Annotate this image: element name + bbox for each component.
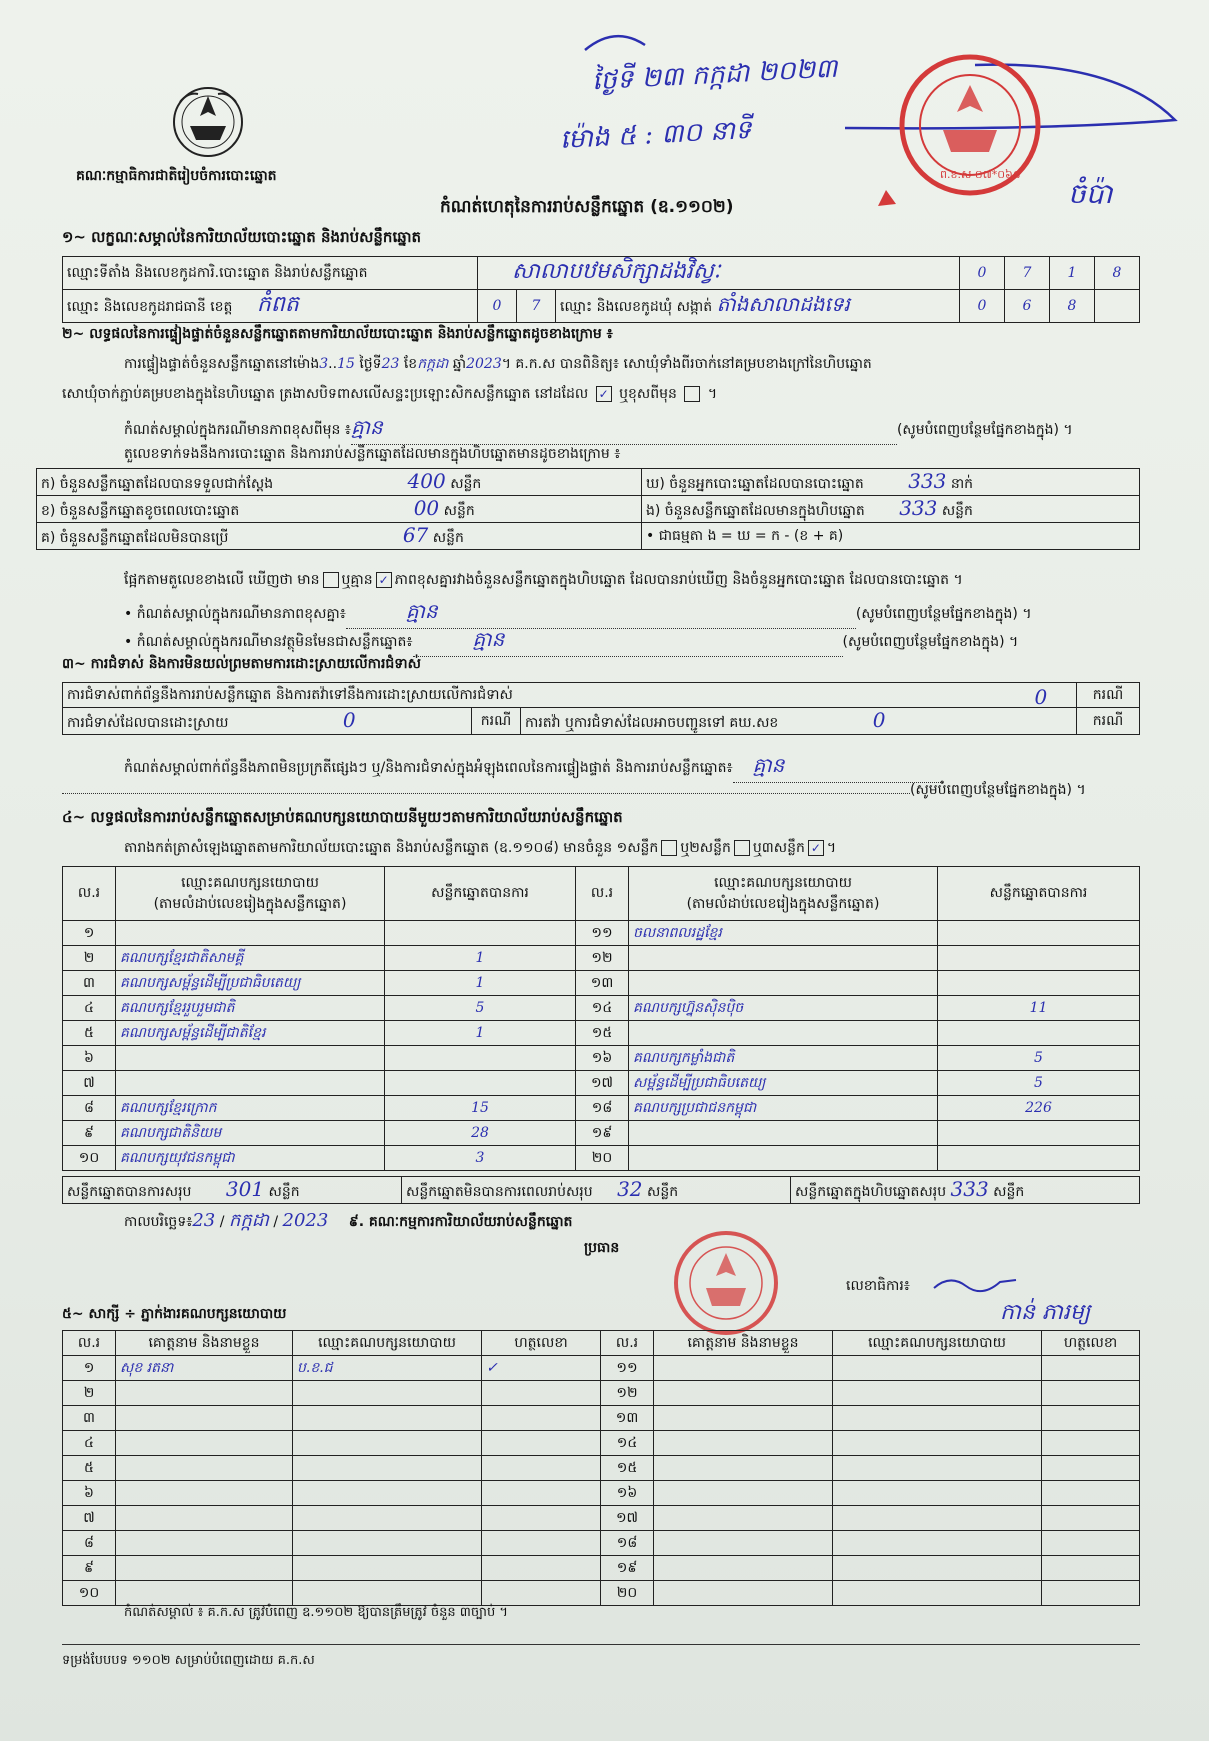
spoiled-ballots-row: ខ) ចំនួនសន្លឹកឆ្នោតខូចពេលបោះឆ្នោត 00 សន្លឹក (37, 496, 642, 523)
province-label: ឈ្មោះ និងលេខកូដរាជធានី ខេត្ត កំពត (63, 290, 478, 323)
one-sheet-checkbox[interactable] (661, 840, 677, 856)
commune-label: ឈ្មោះ និងលេខកូដឃុំ សង្កាត់ (560, 299, 713, 315)
two-sheet-checkbox[interactable] (734, 840, 750, 856)
table-row: ១០ ២០ (63, 1581, 1140, 1606)
committee-stamp-icon (666, 1228, 786, 1338)
total-in-box: សន្លឹកឆ្នោតក្នុងហិបឆ្នោតសរុប 333 សន្លឹក (791, 1177, 1140, 1204)
col-no: ល.រ (601, 1331, 654, 1356)
table-row: ៧ ១៧ សម្ព័ន្ធដើម្បីប្រជាធិបតេយ្យ 5 (63, 1071, 1140, 1096)
org-name: គណៈកម្មាធិការជាតិរៀបចំការបោះឆ្នោត (76, 168, 277, 184)
chairman-label: ប្រធាន (584, 1240, 620, 1256)
commune-value: តាំងសាលាដងទេរ (716, 292, 850, 316)
section5-heading: ៥~ សាក្សី ÷ ភ្នាក់ងារគណបក្សនយោបាយ (62, 1306, 287, 1322)
formula: • ជាធម្មតា ង = ឃ = ក - (ខ + គ) (642, 523, 1140, 550)
complaints-row-1: ការជំទាស់ពាក់ព័ន្ធនឹងការរាប់សន្លឹកឆ្នោត និងការតវ៉ាទៅនឹងការដោះស្រាយលើការជំទាស់ 0 (63, 683, 1077, 708)
divider (62, 1644, 1140, 1645)
province-code-digit: 7 (517, 290, 556, 323)
col-sign: ហត្ថលេខា (482, 1331, 601, 1356)
code-digit: 8 (1095, 257, 1140, 290)
section3-heading: ៣~ ការជំទាស់ និងការមិនយល់ព្រមតាមការដោះស្រាយលើការជំទាស់ (62, 656, 421, 672)
unit-case: ករណី (472, 708, 521, 735)
unit-case: ករណី (1077, 683, 1140, 708)
remark-line-2: • កំណត់សម្គាល់ក្នុងករណីមានភាពខុសគ្នា៖ គ្មាន (សូមបំពេញបន្ថែមផ្នែកខាងក្នុង) ។ (124, 598, 1032, 629)
table-row: ៨ ១៨ (63, 1531, 1140, 1556)
table-row: ៦ ១៦ គណបក្សកម្លាំងជាតិ 5 (63, 1046, 1140, 1071)
witness-table (62, 1330, 1140, 1606)
results-table (62, 866, 1140, 1171)
no-difference-checkbox[interactable]: ✓ (376, 572, 392, 588)
box-ballots-row: ង) ចំនួនសន្លឹកឆ្នោតដែលមានក្នុងហិបឆ្នោត 333 សន្លឹក (642, 496, 1140, 523)
figures-table (36, 468, 1140, 550)
compare-line: ផ្អែកតាមតួលេខខាងលើ ឃើញថា មាន ឬគ្មាន ✓ ភាពខុសគ្នារវាងចំនួនសន្លឹកឆ្នោតក្នុងហិបឆ្នោត ដែលបានរាប់ឃើញ និងចំនួនអ្នកបោះឆ្នោត ដែលបានបោះឆ្នោត ។ (124, 572, 963, 588)
table-row: ៥ ១៥ (63, 1456, 1140, 1481)
red-mark-icon (876, 186, 906, 210)
col-party: ឈ្មោះគណបក្សនយោបាយ (តាមលំដាប់លេខរៀងក្នុងសន្លឹកឆ្នោត) (116, 867, 385, 921)
unused-ballots-row: គ) ចំនួនសន្លឹកឆ្នោតដែលមិនបានប្រើ 67 សន្លឹក (37, 523, 642, 550)
table-row: ៧ ១៧ (63, 1506, 1140, 1531)
table-row: ១០ គណបក្សយុវជនកម្ពុជា 3 ២០ (63, 1146, 1140, 1171)
location-name-value: សាលាបឋមសិក្សាដងវិស្វៈ (478, 257, 960, 290)
verification-line-2: សោឃុំចាក់ភ្ជាប់គម្របខាងក្នុងនៃហិបឆ្នោត ត្រងាសបិទពាសលើសន្ទះប្រឡោះសិកសន្លឹកឆ្នោត នៅដដែល ✓ ឬខុសពីមុន ។ (62, 386, 718, 402)
section2-heading: ២~ លទ្ធផលនៃការផ្ទៀងផ្ទាត់ចំនួនសន្លឹកឆ្នោតតាមការិយាល័យបោះឆ្នោត និងរាប់សន្លឹកឆ្នោតដូចខាងក្រោម ៖ (62, 326, 613, 342)
section4-heading: ៤~ លទ្ធផលនៃការរាប់សន្លឹកឆ្នោតសម្រាប់គណបក្សនយោបាយនីមួយៗតាមការិយាល័យរាប់សន្លឹកឆ្នោត (62, 808, 623, 826)
handwritten-date: ថ្ងៃទី ២៣ កក្កដា ២០២៣ (591, 53, 839, 97)
pen-stroke-decoration (555, 20, 1195, 140)
complaints-row-2: ការជំទាស់ដែលបានដោះស្រាយ 0 (63, 708, 472, 735)
different-checkbox[interactable] (684, 386, 700, 402)
secretary-label: លេខាធិការ៖ (846, 1278, 910, 1294)
stamp-caption: ព.ខ.ស ០៧*០៦៨ (940, 168, 1021, 181)
table-row: ៩ គណបក្សជាតិនិយម 28 ១៩ (63, 1121, 1140, 1146)
table-row: ៥ គណបក្សសម្ព័ន្ធដើម្បីជាតិខ្មែរ 1 ១៥ (63, 1021, 1140, 1046)
voters-row: ឃ) ចំនួនអ្នកបោះឆ្នោតដែលបានបោះឆ្នោត 333 នាក់ (642, 469, 1140, 496)
form-footer: ទម្រង់បែបបទ ១១០២ សម្រាប់បំពេញដោយ គ.ក.ស (62, 1653, 315, 1668)
commune-code-digit: 6 (1005, 290, 1050, 323)
remark-line-1: កំណត់សម្គាល់ក្នុងករណីមានភាពខុសពីមុន ៖គ្មាន (សូមបំពេញបន្ថែមផ្នែកខាងក្នុង) ។ (124, 414, 1134, 445)
section4-intro: តារាងកត់ត្រាសំឡេងឆ្នោតតាមការិយាល័យបោះឆ្នោត និងរាប់សន្លឹកឆ្នោត (ឧ.១១០៨) មានចំនួន ១សន្លឹក ឬ២សន្លឹក ឬ៣សន្លឹក ✓ ។ (124, 840, 837, 856)
province-code-digit: 0 (478, 290, 517, 323)
figures-intro: តួលេខទាក់ទងនឹងការបោះឆ្នោត និងការរាប់សន្លឹកឆ្នោតដែលមានក្នុងហិបឆ្នោតមានដូចខាងក្រោម ៖ (124, 446, 621, 462)
remark-line-3: • កំណត់សម្គាល់ក្នុងករណីមានវត្ថុមិនមែនជាសន្លឹកឆ្នោត៖ គ្មាន (សូមបំពេញបន្ថែមផ្នែកខាងក្នុង) ។ (124, 626, 1018, 657)
table-row: ៤ ១៤ (63, 1431, 1140, 1456)
table-row: ៣ គណបក្សសម្ព័ន្ធដើម្បីប្រជាធិបតេយ្យ 1 ១៣ (63, 971, 1140, 996)
col-name: គោត្តនាម និងនាមខ្លួន (654, 1331, 833, 1356)
three-sheet-checkbox[interactable]: ✓ (808, 840, 824, 856)
totals-table (62, 1176, 1140, 1204)
code-digit: 7 (1005, 257, 1050, 290)
location-table (62, 256, 1140, 323)
col-name: គោត្តនាម និងនាមខ្លួន (116, 1331, 293, 1356)
section3-remark-line-2: (សូមបំពេញបន្ថែមផ្នែកខាងក្នុង) ។ (62, 780, 1086, 801)
code-digit: 1 (1050, 257, 1095, 290)
code-digit: 0 (960, 257, 1005, 290)
complaints-table (62, 682, 1140, 735)
secretary-name: កាន់ ភារម្យ (1000, 1300, 1091, 1325)
col-no: ល.រ (576, 867, 629, 921)
location-name-label: ឈ្មោះទីតាំង និងលេខកូដការិ.បោះឆ្នោត និងរាប់សន្លឹកឆ្នោត (63, 257, 478, 290)
form-title: កំណត់ហេតុនៃការរាប់សន្លឹកឆ្នោត (ឧ.១១០២) (440, 197, 734, 217)
col-party: ឈ្មោះគណបក្សនយោបាយ (តាមលំដាប់លេខរៀងក្នុងសន្លឹកឆ្នោត) (629, 867, 938, 921)
col-votes: សន្លឹកឆ្នោតបានការ (385, 867, 576, 921)
col-votes: សន្លឹកឆ្នោតបានការ (938, 867, 1140, 921)
nec-emblem-icon (168, 82, 248, 160)
footnote: កំណត់សម្គាល់ ៖ គ.ក.ស ត្រូវបំពេញ ឧ.១១០២ ឱ្យបានត្រឹមត្រូវ ចំនួន ៣ច្បាប់ ។ (124, 1605, 508, 1620)
table-row: ៣ ១៣ (63, 1406, 1140, 1431)
received-ballots-row: ក) ចំនួនសន្លឹកឆ្នោតដែលបានទទួលជាក់ស្តែង 400 សន្លឹក (37, 469, 642, 496)
table-row: ៨ គណបក្សខ្មែរក្រោក 15 ១៨ គណបក្សប្រជាជនកម្ពុជា 226 (63, 1096, 1140, 1121)
col-sign: ហត្ថលេខា (1042, 1331, 1140, 1356)
total-invalid: សន្លឹកឆ្នោតមិនបានការពេលរាប់សរុប 32 សន្លឹក (402, 1177, 791, 1204)
unit-case: ករណី (1077, 708, 1140, 735)
col-party: ឈ្មោះគណបក្សនយោបាយ (293, 1331, 482, 1356)
handwritten-time: ម៉ោង ៥ : ៣០ នាទី (559, 115, 753, 155)
handwritten-corner-note: ចំប៉ា (1068, 177, 1113, 210)
complaints-forwarded: ការតវ៉ា ឬការជំទាស់ដែលអាចបញ្ជូនទៅ គឃ.សខ 0 (521, 708, 1077, 735)
table-row: ២ ១២ (63, 1381, 1140, 1406)
date-line: កាលបរិច្ឆេទ៖23 / កក្កដា / 2023 ៩. គណៈកម្មការការិយាល័យរាប់សន្លឹកឆ្នោត (124, 1210, 573, 1231)
commune-cell (556, 290, 960, 323)
has-difference-checkbox[interactable] (323, 572, 339, 588)
section1-heading: ១~ លក្ខណៈសម្គាល់នៃការិយាល័យបោះឆ្នោត និងរាប់សន្លឹកឆ្នោត (62, 228, 422, 246)
total-valid: សន្លឹកឆ្នោតបានការសរុប 301 សន្លឹក (63, 1177, 402, 1204)
province-value: កំពត (256, 292, 299, 317)
commune-code-digit: 0 (960, 290, 1005, 323)
table-row: ១ សុខ រតនា ប.ខ.ជ ✓ ១១ (63, 1356, 1140, 1381)
col-no: ល.រ (63, 1331, 116, 1356)
table-row: ៦ ១៦ (63, 1481, 1140, 1506)
section3-remark: កំណត់សម្គាល់ពាក់ព័ន្ធនឹងភាពមិនប្រក្រតីផ្សេងៗ ឬ/និងការជំទាស់ក្នុងអំឡុងពេលនៃការផ្ទៀងផ្ទាត់ និងការរាប់សន្លឹកឆ្នោត៖ គ្មាន (124, 752, 943, 783)
table-row: ៩ ១៩ (63, 1556, 1140, 1581)
col-no: ល.រ (63, 867, 116, 921)
col-party: ឈ្មោះគណបក្សនយោបាយ (833, 1331, 1042, 1356)
same-checkbox[interactable]: ✓ (596, 386, 612, 402)
verification-line-1: ការផ្ទៀងផ្ទាត់ចំនួនសន្លឹកឆ្នោតនៅម៉ោង3..15 ថ្ងៃទី23 ខែកក្កដា ឆ្នាំ2023។ គ.ក.ស បានពិនិត្យ៖ សោឃុំទាំងពីរចាក់នៅគម្របខាងក្រៅនៃហិបឆ្នោត (124, 356, 872, 372)
commune-code-digit: 8 (1050, 290, 1095, 323)
secretary-signature-icon (930, 1272, 1020, 1296)
table-row: ៤ គណបក្សខ្មែររួបរួមជាតិ 5 ១៤ គណបក្សហ្វ៊ុនស៊ិនប៉ិច 11 (63, 996, 1140, 1021)
table-row: ១ ១១ ចលនាពលរដ្ឋខ្មែរ (63, 921, 1140, 946)
table-row: ២ គណបក្សខ្មែរជាតិសាមគ្គី 1 ១២ (63, 946, 1140, 971)
